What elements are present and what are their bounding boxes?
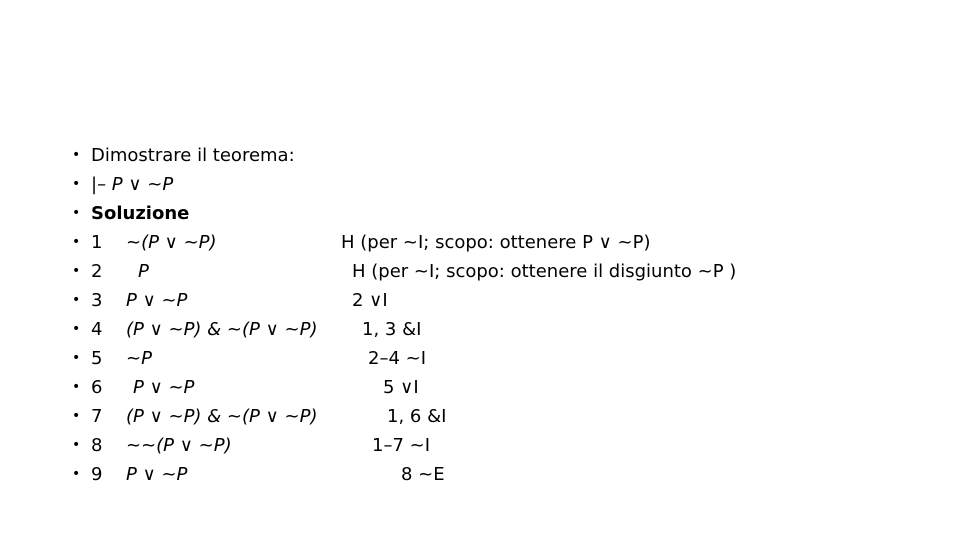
bullet: •	[72, 350, 81, 366]
bullet: •	[72, 263, 81, 279]
proof-step	[0, 228, 960, 257]
proof-step	[0, 257, 960, 286]
solution-heading: Soluzione	[91, 203, 190, 224]
step-formula: (P ∨ ~P) & ~(P ∨ ~P)	[126, 406, 318, 427]
proof-step	[0, 373, 960, 402]
step-formula: P ∨ ~P	[126, 464, 188, 485]
step-number: 1	[91, 232, 103, 253]
step-justification: 2–4 ~I	[368, 348, 427, 369]
bullet: •	[72, 205, 81, 221]
step-justification: 2 ∨I	[352, 290, 388, 311]
bullet: •	[72, 466, 81, 482]
proof-step	[0, 402, 960, 431]
step-formula: ~~(P ∨ ~P)	[126, 435, 232, 456]
step-number: 9	[91, 464, 103, 485]
proof-step	[0, 431, 960, 460]
step-justification: 5 ∨I	[383, 377, 419, 398]
bullet: •	[72, 176, 81, 192]
bullet: •	[72, 292, 81, 308]
step-formula: ~(P ∨ ~P)	[126, 232, 217, 253]
step-formula: ~P	[126, 348, 152, 369]
proof-step	[0, 344, 960, 373]
bullet: •	[72, 147, 81, 163]
theorem-text: |– P ∨ ~P	[91, 174, 174, 195]
step-formula: (P ∨ ~P) & ~(P ∨ ~P)	[126, 319, 318, 340]
step-justification: 8 ~E	[401, 464, 445, 485]
step-justification: H (per ~I; scopo: ottenere il disgiunto ~P )	[352, 261, 737, 282]
bullet: •	[72, 321, 81, 337]
bullet: •	[72, 234, 81, 250]
proof-step	[0, 315, 960, 344]
step-justification: 1–7 ~I	[372, 435, 431, 456]
step-number: 3	[91, 290, 103, 311]
step-justification: 1, 3 &I	[362, 319, 422, 340]
proof-line-intro	[0, 141, 960, 170]
proof-step	[0, 286, 960, 315]
step-formula: P ∨ ~P	[126, 290, 188, 311]
step-number: 2	[91, 261, 103, 282]
bullet: •	[72, 408, 81, 424]
step-number: 8	[91, 435, 103, 456]
step-formula: P ∨ ~P	[133, 377, 195, 398]
step-number: 7	[91, 406, 103, 427]
step-formula: P	[138, 261, 149, 282]
step-justification: H (per ~I; scopo: ottenere P ∨ ~P)	[341, 232, 651, 253]
proof-line-theorem	[0, 170, 960, 199]
step-number: 5	[91, 348, 103, 369]
step-justification: 1, 6 &I	[387, 406, 447, 427]
bullet: •	[72, 379, 81, 395]
step-number: 4	[91, 319, 103, 340]
intro-text: Dimostrare il teorema:	[91, 145, 295, 166]
bullet: •	[72, 437, 81, 453]
proof-line-heading	[0, 199, 960, 228]
step-number: 6	[91, 377, 103, 398]
proof-step	[0, 460, 960, 489]
